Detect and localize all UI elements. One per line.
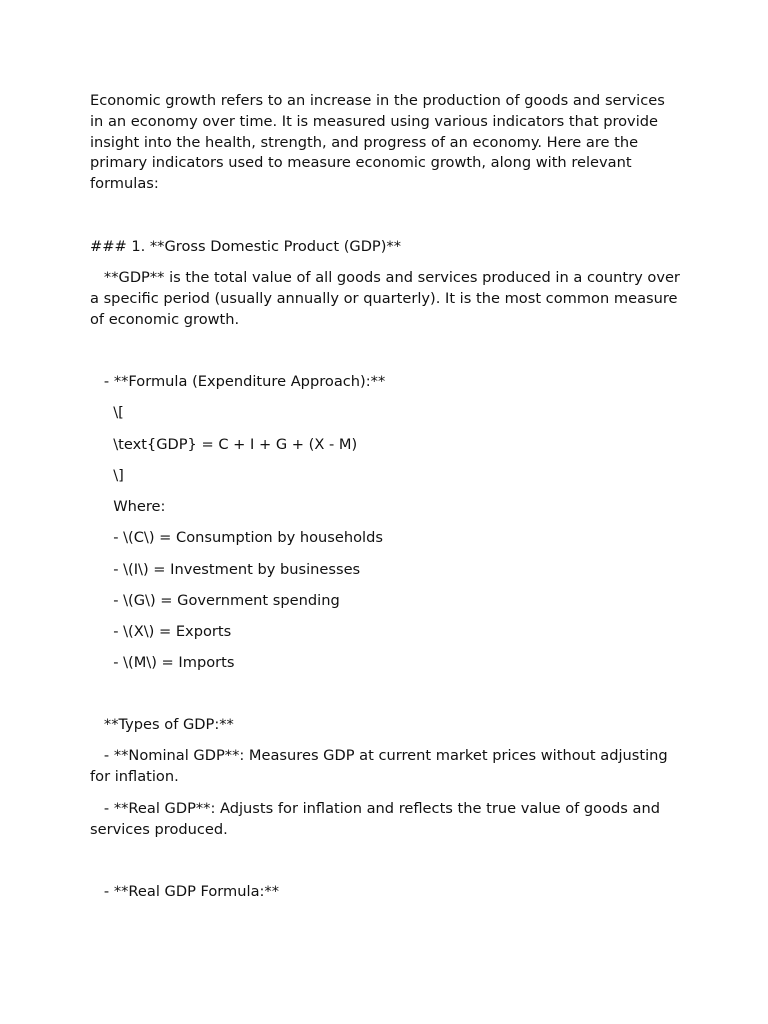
nominal-gdp-item: - **Nominal GDP**: Measures GDP at current market prices without adjusting for inflation.	[90, 747, 673, 785]
section-heading-gdp: ### 1. **Gross Domestic Product (GDP)**	[90, 238, 402, 255]
where-item-government: - \(G\) = Government spending	[90, 592, 340, 609]
types-of-gdp-heading: **Types of GDP:**	[90, 716, 234, 733]
where-item-imports: - \(M\) = Imports	[90, 654, 235, 671]
intro-paragraph: Economic growth refers to an increase in the production of goods and services in an economy over time. It is measured using various indicators that provide insight into the health, strength, and progress of an economy. Here are the primary indicators used to measure economic growth, along with relevant formulas:	[90, 92, 670, 193]
real-gdp-formula-label: - **Real GDP Formula:**	[90, 883, 280, 900]
where-item-exports: - \(X\) = Exports	[90, 623, 232, 640]
formula-body: \text{GDP} = C + I + G + (X - M)	[90, 436, 358, 453]
formula-open-bracket: \[	[90, 404, 124, 421]
where-item-investment: - \(I\) = Investment by businesses	[90, 561, 361, 578]
real-gdp-item: - **Real GDP**: Adjusts for inflation and reflects the true value of goods and services produced.	[90, 800, 665, 838]
formula-label: - **Formula (Expenditure Approach):**	[90, 373, 386, 390]
where-label: Where:	[90, 498, 166, 515]
where-item-consumption: - \(C\) = Consumption by households	[90, 529, 383, 546]
formula-close-bracket: \]	[90, 467, 124, 484]
gdp-definition-paragraph: **GDP** is the total value of all goods and services produced in a country over a specific period (usually annually or quarterly). It is the most common measure of economic growth.	[90, 269, 685, 328]
